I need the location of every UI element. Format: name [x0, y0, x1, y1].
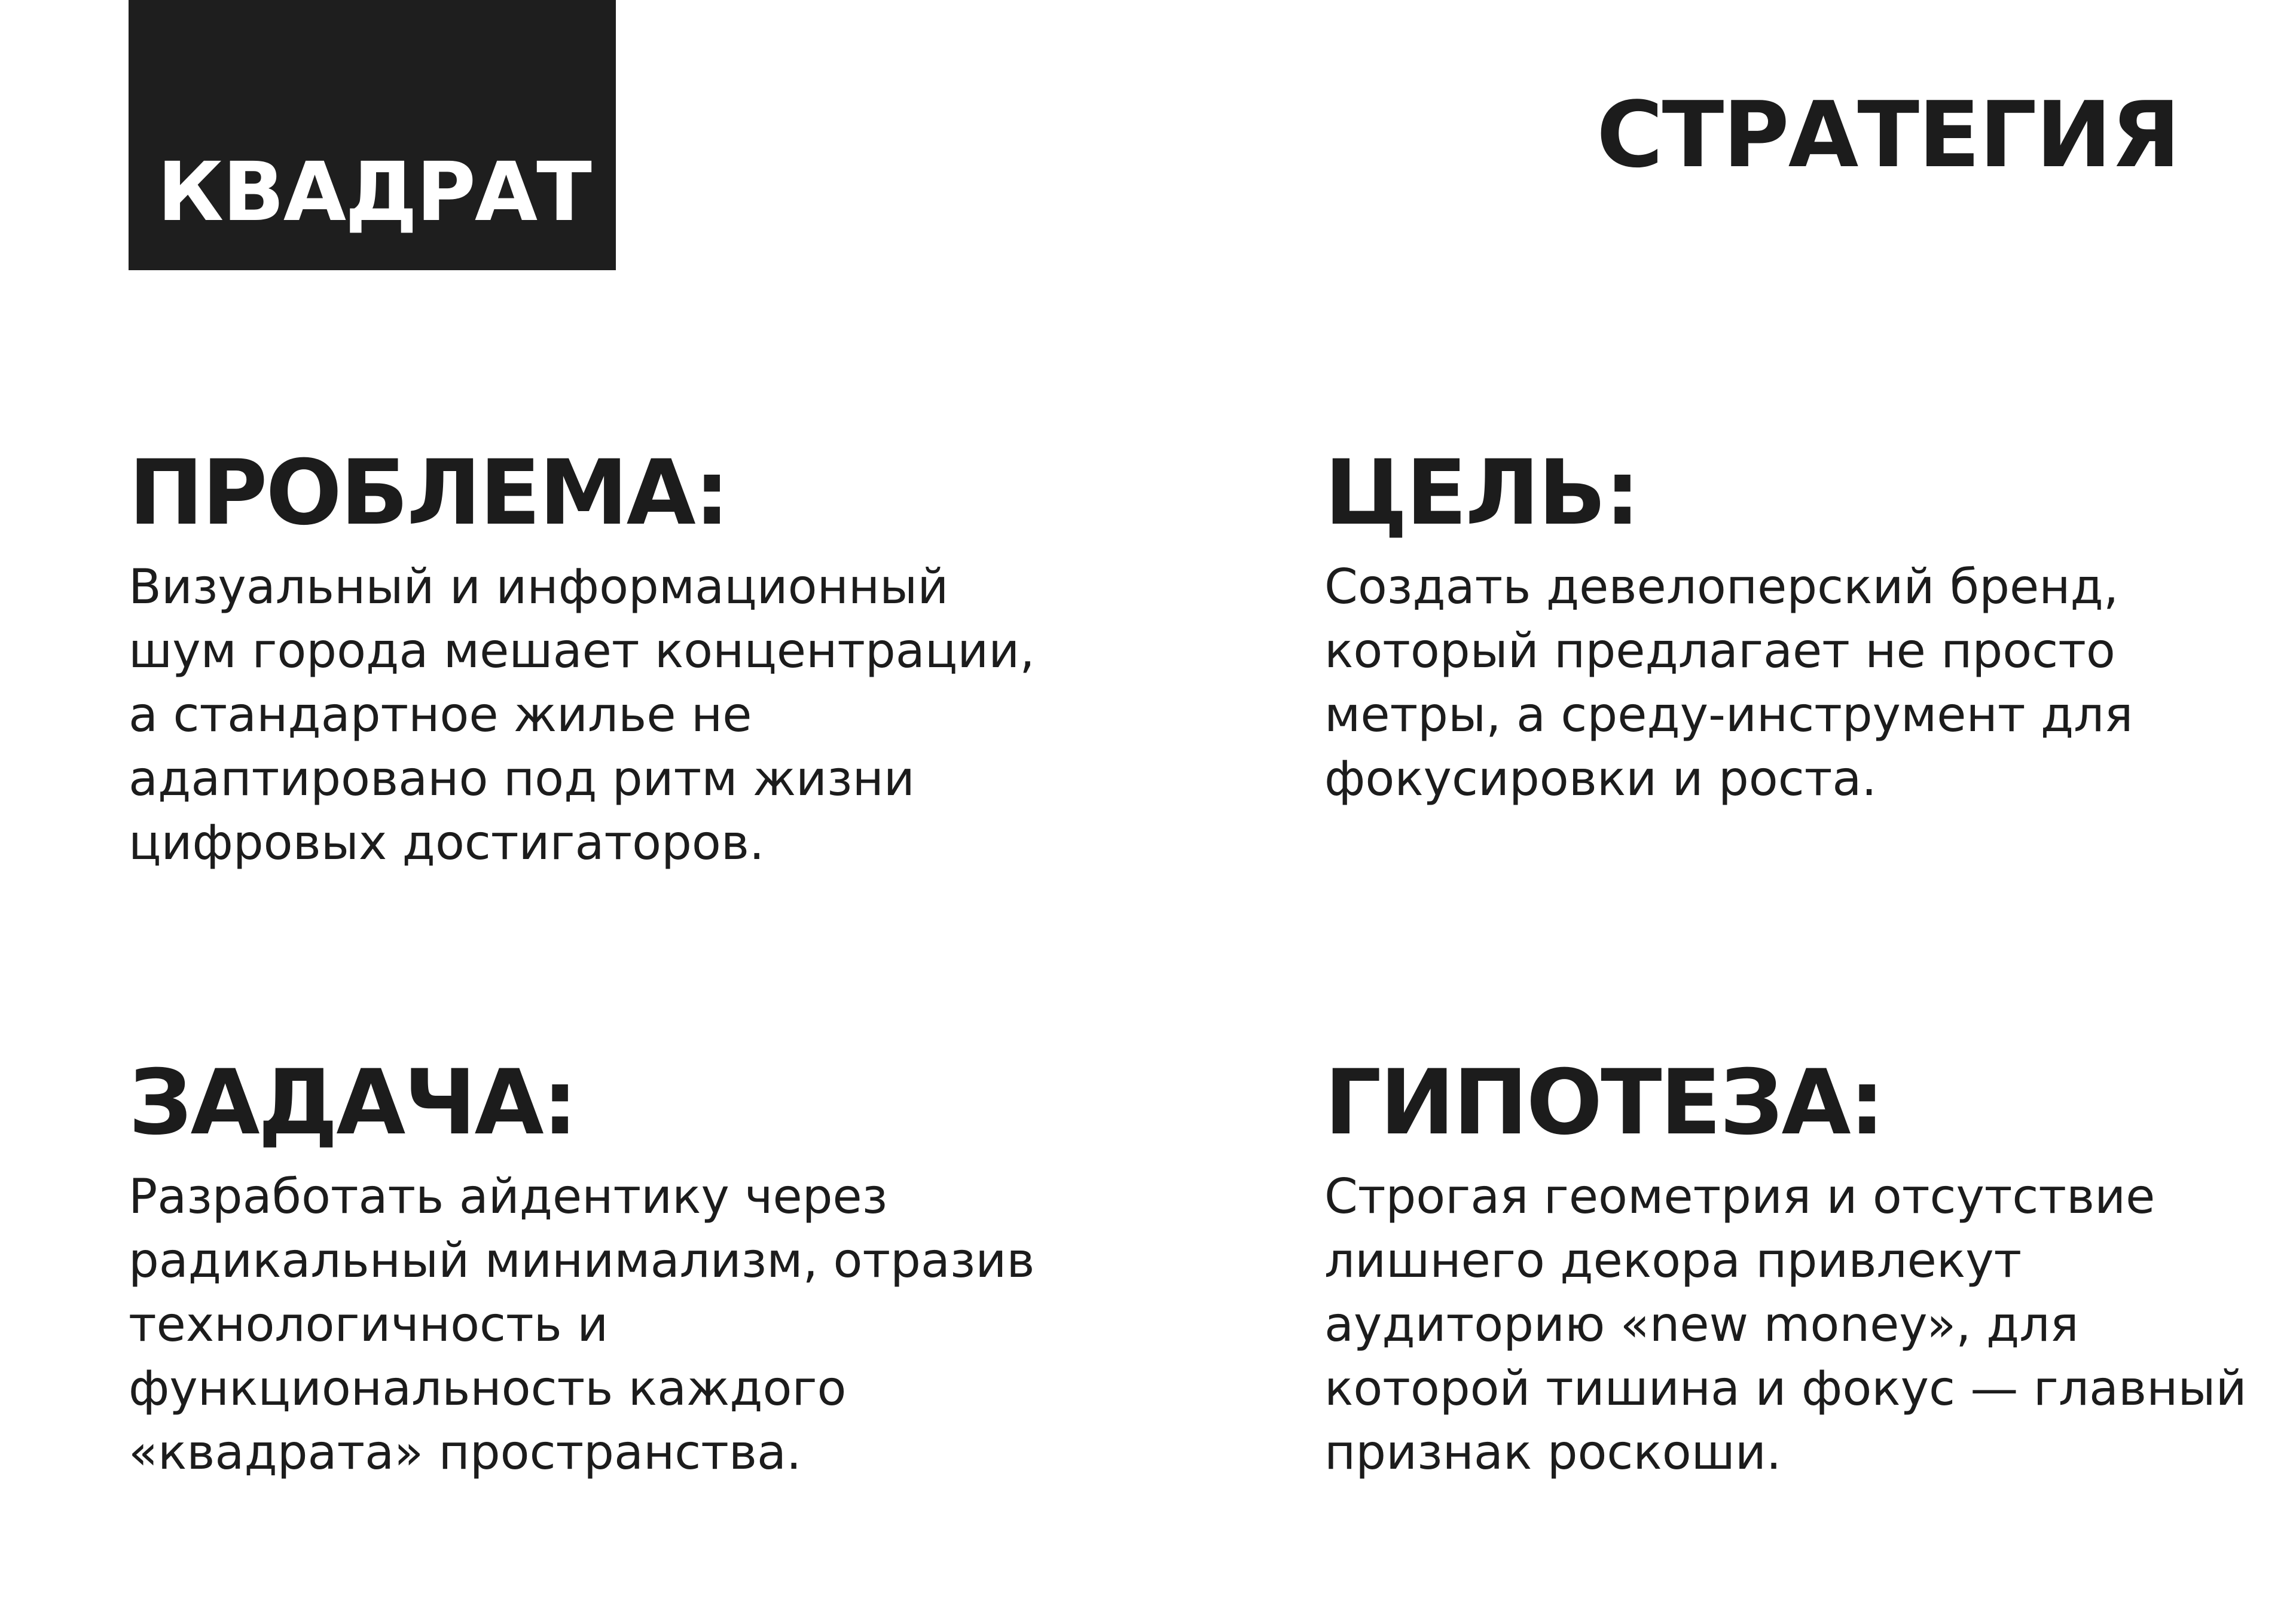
brand-logo: [129, 0, 616, 270]
goal-section: [1324, 441, 2257, 811]
brand-logo-text: КВАДРАТ: [157, 145, 591, 240]
goal-heading: ЦЕЛЬ:: [1324, 441, 1639, 545]
task-text: Разработать айдентику через радикальный минимализм, отразив технологичность и функциональность каждого «квадрата» пространства.: [129, 1169, 1035, 1480]
task-section: [129, 1051, 1061, 1484]
hypothesis-section: [1324, 1051, 2257, 1484]
page-title: СТРАТЕГИЯ: [1596, 82, 2179, 188]
goal-text: Создать девелоперский бренд, который предлагает не просто метры, а среду-инструмент для фокусировки и роста.: [1324, 559, 2133, 806]
problem-heading: ПРОБЛЕМА:: [129, 441, 728, 545]
task-heading: ЗАДАЧА:: [129, 1051, 576, 1155]
problem-text: Визуальный и информационный шум города мешает концентрации, а стандартное жилье не адаптировано под ритм жизни цифровых достигаторов.: [129, 559, 1035, 870]
problem-section: [129, 441, 1061, 875]
hypothesis-text: Строгая геометрия и отсутствие лишнего декора привлекут аудиторию «new money», для которой тишина и фокус — главный признак роскоши.: [1324, 1169, 2247, 1480]
hypothesis-heading: ГИПОТЕЗА:: [1324, 1051, 1883, 1155]
